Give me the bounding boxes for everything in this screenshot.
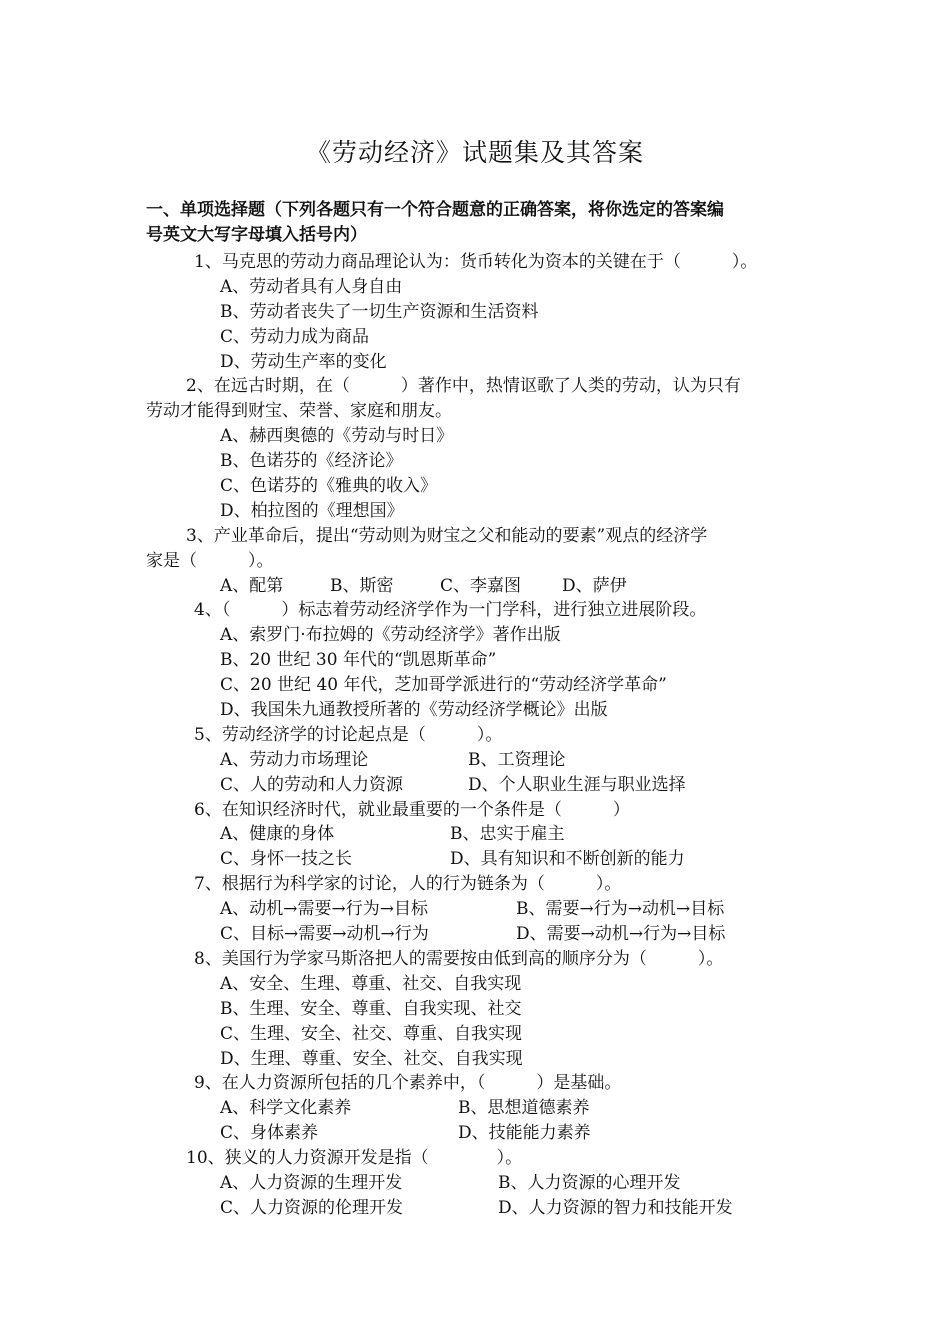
question-6-option-c: C、身怀一技之长 <box>220 849 353 870</box>
question-3-options <box>146 574 816 599</box>
question-list <box>146 250 816 1221</box>
question-2-stem: 2、在远古时期，在（ ）著作中，热情讴歌了人类的劳动，认为只有 <box>186 376 741 397</box>
question-10-option-a: A、人力资源的生理开发 <box>220 1172 403 1193</box>
question-10-options-row-1 <box>146 1171 816 1196</box>
question-5-option-c: C、人的劳动和人力资源 <box>220 774 404 795</box>
question-8-option-c: C、生理、安全、社交、尊重、自我实现 <box>220 1023 523 1044</box>
question-1-option-b: B、劳动者丧失了一切生产资源和生活资料 <box>220 301 539 322</box>
question-9-options-row-2 <box>146 1121 816 1146</box>
question-5-option-d: D、个人职业生涯与职业选择 <box>468 774 686 795</box>
question-5-option-b: B、工资理论 <box>468 749 566 770</box>
question-7-options-row-1 <box>146 897 816 922</box>
question-6-option-a: A、健康的身体 <box>220 824 335 845</box>
question-6-stem: 6、在知识经济时代，就业最重要的一个条件是（ ） <box>194 799 630 820</box>
question-3-option-c: C、李嘉图 <box>440 575 522 596</box>
question-9-option-a: A、科学文化素养 <box>220 1098 352 1119</box>
question-10-stem: 10、狭义的人力资源开发是指（ ）。 <box>186 1148 523 1169</box>
question-5-option-a: A、劳动力市场理论 <box>220 749 369 770</box>
question-8-option-b: B、生理、安全、尊重、自我实现、社交 <box>220 998 522 1019</box>
question-7-option-d: D、需要→动机→行为→目标 <box>516 924 726 945</box>
question-10-options-row-2 <box>146 1196 816 1221</box>
question-7-option-b: B、需要→行为→动机→目标 <box>516 899 725 920</box>
question-10-option-c: C、人力资源的伦理开发 <box>220 1197 404 1218</box>
question-4-option-c: C、20 世纪 40 年代，芝加哥学派进行的“劳动经济学革命” <box>220 675 667 696</box>
question-6-options-row-2 <box>146 847 816 872</box>
question-3-option-b: B、斯密 <box>330 575 394 596</box>
question-1-option-c: C、劳动力成为商品 <box>220 326 370 347</box>
section-heading <box>146 198 816 248</box>
question-6-option-b: B、忠实于雇主 <box>450 824 565 845</box>
question-2-option-a: A、赫西奥德的《劳动与时日》 <box>220 426 454 447</box>
question-1-option-d: D、劳动生产率的变化 <box>220 351 387 372</box>
question-1-option-a: A、劳动者具有人身自由 <box>220 276 403 297</box>
question-6-option-d: D、具有知识和不断创新的能力 <box>450 849 685 870</box>
document-title: 《劳动经济》试题集及其答案 <box>305 138 644 167</box>
question-2-option-c: C、色诺芬的《雅典的收入》 <box>220 476 438 497</box>
question-2-option-b: B、色诺芬的《经济论》 <box>220 451 403 472</box>
question-5-options-row-2 <box>146 773 816 798</box>
question-3-stem-cont: 家是（ ）。 <box>146 550 274 571</box>
question-4-stem: 4、（ ）标志着劳动经济学作为一门学科，进行独立进展阶段。 <box>194 600 707 621</box>
question-4-option-d: D、我国朱九通教授所著的《劳动经济学概论》出版 <box>220 700 608 721</box>
question-3-option-d: D、萨伊 <box>562 575 627 596</box>
question-10-option-b: B、人力资源的心理开发 <box>498 1172 681 1193</box>
question-9-options-row-1 <box>146 1096 816 1121</box>
question-7-option-a: A、动机→需要→行为→目标 <box>220 899 429 920</box>
question-8-option-a: A、安全、生理、尊重、社交、自我实现 <box>220 973 522 994</box>
question-7-options-row-2 <box>146 922 816 947</box>
question-1-stem: 1、马克思的劳动力商品理论认为：货币转化为资本的关键在于（ ）。 <box>194 252 758 272</box>
question-5-options-row-1 <box>146 748 816 773</box>
question-9-stem: 9、在人力资源所包括的几个素养中，（ ）是基础。 <box>194 1073 622 1094</box>
question-9-option-b: B、思想道德素养 <box>458 1098 590 1119</box>
question-10-option-d: D、人力资源的智力和技能开发 <box>498 1197 733 1218</box>
question-7-option-c: C、目标→需要→动机→行为 <box>220 924 429 945</box>
question-7-stem: 7、根据行为科学家的讨论，人的行为链条为（ ）。 <box>194 874 622 895</box>
question-8-option-d: D、生理、尊重、安全、社交、自我实现 <box>220 1048 523 1069</box>
question-8-stem: 8、美国行为学家马斯洛把人的需要按由低到高的顺序分为（ ）。 <box>194 948 724 969</box>
question-2-option-d: D、柏拉图的《理想国》 <box>220 500 404 521</box>
question-5-stem: 5、劳动经济学的讨论起点是（ ）。 <box>194 724 503 745</box>
question-2-stem-cont: 劳动才能得到财宝、荣誉、家庭和朋友。 <box>146 401 452 422</box>
section-heading-line-1: 一、单项选择题（下列各题只有一个符合题意的正确答案，将你选定的答案编 <box>146 200 724 220</box>
question-3-stem: 3、产业革命后，提出“劳动则为财宝之父和能动的要素”观点的经济学 <box>186 525 708 546</box>
section-heading-line-2: 号英文大写字母填入括号内） <box>146 225 367 245</box>
question-9-option-d: D、技能能力素养 <box>458 1123 591 1144</box>
question-4-option-a: A、索罗门·布拉姆的《劳动经济学》著作出版 <box>220 625 561 646</box>
question-3-option-a: A、配第 <box>220 575 284 596</box>
question-9-option-c: C、身体素养 <box>220 1123 319 1144</box>
question-6-options-row-1 <box>146 822 816 847</box>
question-4-option-b: B、20 世纪 30 年代的“凯恩斯革命” <box>220 650 497 671</box>
